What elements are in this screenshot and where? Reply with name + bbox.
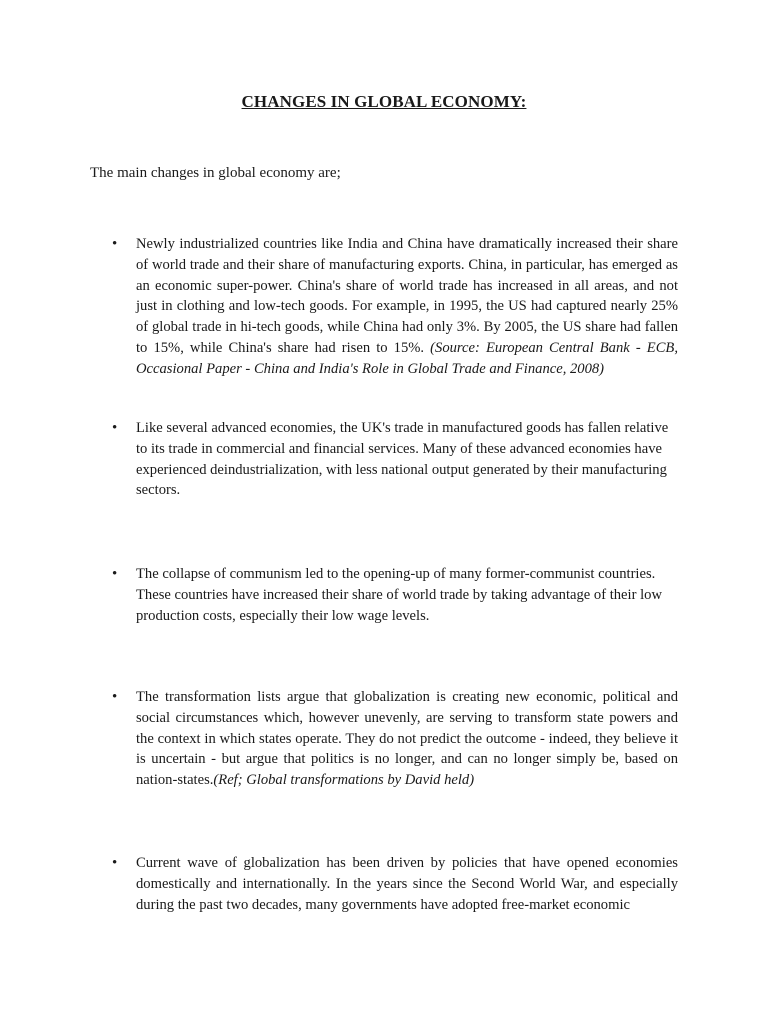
bullet-icon: •	[112, 689, 118, 705]
bullet-icon: •	[112, 420, 118, 436]
bullet-icon: •	[112, 566, 118, 582]
page-title: CHANGES IN GLOBAL ECONOMY:	[241, 92, 527, 111]
list-item-text: Current wave of globalization has been driven by policies that have opened economies domestically and internationally. In the years since the Second World War, and especially during the past two decades, many governments have adopted free-market economic	[136, 855, 678, 913]
list-item	[136, 418, 678, 501]
list-item	[136, 853, 678, 915]
list-item	[136, 234, 678, 380]
list-item-text: The collapse of communism led to the opening-up of many former-communist countries. These countries have increased their share of world trade by taking advantage of their low production costs, especially their low wage levels.	[136, 566, 662, 624]
list-item	[136, 687, 678, 791]
list-item-text: Newly industrialized countries like India and China have dramatically increased their share of world trade and their share of manufacturing exports. China, in particular, has emerged as an economic super-power. China's share of world trade has increased in all areas, and not just in clothing and low-tech goods. For example, in 1995, the US had captured nearly 25% of global trade in hi-tech goods, while China had only 3%. By 2005, the US share had fallen to 15%, while China's share had risen to 15%.	[136, 236, 678, 356]
list-item-text: Like several advanced economies, the UK's trade in manufactured goods has fallen relative to its trade in commercial and financial services. Many of these advanced economies have experienced deindustrialization, with less national output generated by their manufacturing sectors.	[136, 420, 669, 499]
list-item	[136, 564, 678, 626]
list-item-text: The transformation lists argue that globalization is creating new economic, political and social circumstances which, however unevenly, are serving to transform state powers and the context in which states operate. They do not predict the outcome - indeed, they believe it is uncertain - but argue that politics is no longer, and can no longer simply be, based on nation-states.	[136, 689, 678, 789]
bullet-icon: •	[112, 855, 118, 871]
intro-text: The main changes in global economy are;	[90, 165, 341, 181]
reference-citation: (Ref; Global transformations by David held)	[213, 772, 475, 789]
source-citation: (Source: European Central Bank - ECB, Occasional Paper - China and India's Role in Global Trade and Finance, 2008)	[136, 339, 678, 377]
bullet-icon: •	[112, 236, 118, 252]
